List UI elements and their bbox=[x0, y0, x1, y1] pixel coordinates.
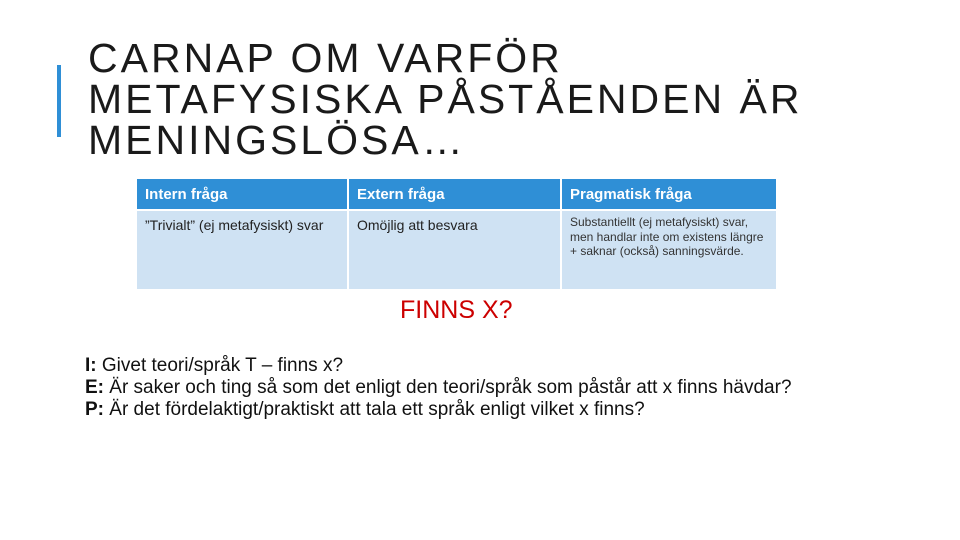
definition-line-i bbox=[85, 355, 845, 377]
header-extern: Extern fråga bbox=[348, 179, 561, 210]
definition-label: E: bbox=[85, 377, 104, 398]
definition-text: Är saker och ting så som det enligt den teori/språk som påstår att x finns hävdar? bbox=[104, 377, 792, 398]
definition-line-e bbox=[85, 377, 845, 399]
slide-title bbox=[88, 35, 928, 163]
cell-intern-answer: ”Trivialt” (ej metafysiskt) svar bbox=[137, 210, 348, 289]
question-types-table bbox=[137, 179, 776, 289]
finns-x-heading: FINNS X? bbox=[400, 296, 513, 324]
definition-label: I: bbox=[85, 355, 97, 376]
definition-label: P: bbox=[85, 399, 104, 420]
question-definitions bbox=[85, 355, 845, 421]
title-line: MENINGSLÖSA… bbox=[88, 117, 466, 163]
definition-text: Är det fördelaktigt/praktiskt att tala ett språk enligt vilket x finns? bbox=[104, 399, 645, 420]
definition-text: Givet teori/språk T – finns x? bbox=[96, 355, 344, 376]
cell-pragmatisk-answer: Substantiellt (ej metafysiskt) svar, men handlar inte om existens längre + saknar (också) sanningsvärde. bbox=[561, 210, 776, 289]
title-line: METAFYSISKA PÅSTÅENDEN ÄR bbox=[88, 76, 803, 122]
definition-line-p bbox=[85, 399, 845, 421]
table-row bbox=[137, 210, 776, 289]
header-intern: Intern fråga bbox=[137, 179, 348, 210]
header-pragmatisk: Pragmatisk fråga bbox=[561, 179, 776, 210]
cell-extern-answer: Omöjlig att besvara bbox=[348, 210, 561, 289]
title-accent-bar bbox=[57, 65, 61, 137]
title-line: CARNAP OM VARFÖR bbox=[88, 35, 563, 81]
table-header-row bbox=[137, 179, 776, 210]
